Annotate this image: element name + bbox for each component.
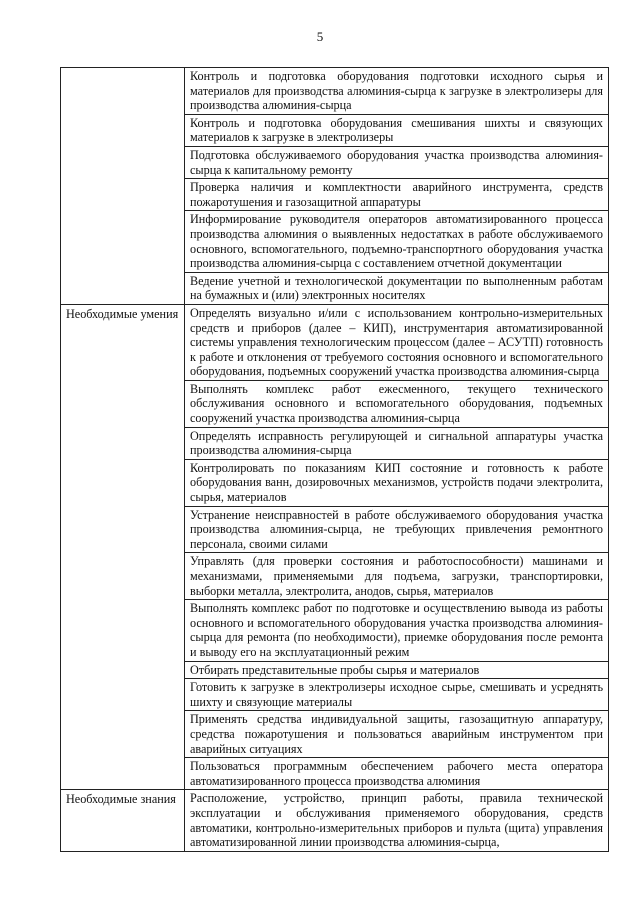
section-label-knowledge: Необходимые знания xyxy=(61,790,185,851)
table-cell: Контроль и подготовка оборудования подготовки исходного сырья и материалов для производства алюминия-сырца к загрузке в электролизеры для производства алюминия-сырца xyxy=(185,68,609,115)
table-cell: Выполнять комплекс работ ежесменного, текущего технического обслуживания основного и вспомогательного оборудования, подъемных сооружений участка производства алюминия-сырца xyxy=(185,380,609,427)
table-cell: Определять исправность регулирующей и сигнальной аппаратуры участка производства алюминия-сырца xyxy=(185,427,609,459)
table-cell: Применять средства индивидуальной защиты, газозащитную аппаратуру, средства пожаротушения и пользоваться аварийным инструментом при аварийных ситуациях xyxy=(185,711,609,758)
table-row xyxy=(61,68,609,115)
table-cell: Пользоваться программным обеспечением рабочего места оператора автоматизированного процесса производства алюминия xyxy=(185,758,609,790)
table-row xyxy=(61,304,609,380)
table-cell: Выполнять комплекс работ по подготовке и осуществлению вывода из работы основного и вспомогательного оборудования участка производства алюминия-сырца для ремонта (по необходимости), приемке оборудования после ремонта и выводу его на эксплуатационный режим xyxy=(185,600,609,661)
row-label xyxy=(61,68,185,305)
table-cell: Проверка наличия и комплектности аварийного инструмента, средств пожаротушения и газозащитной аппаратуры xyxy=(185,179,609,211)
table-cell: Подготовка обслуживаемого оборудования участка производства алюминия-сырца к капитальному ремонту xyxy=(185,146,609,178)
table-cell: Ведение учетной и технологической документации по выполненным работам на бумажных и (или) электронных носителях xyxy=(185,272,609,304)
table-cell: Определять визуально и/или с использованием контрольно-измерительных средств и приборов (далее – КИП), инструментария автоматизированной системы управления технологическим процессом (далее – АСУТП) готовность к работе и отклонения от требуемого состояния основного и вспомогательного оборудования, подъемных сооружений участка производства алюминия-сырца xyxy=(185,304,609,380)
table-cell: Устранение неисправностей в работе обслуживаемого оборудования участка производства алюминия-сырца, не требующих привлечения ремонтного персонала, своими силами xyxy=(185,506,609,553)
table-cell: Контролировать по показаниям КИП состояние и готовность к работе оборудования ванн, дозировочных механизмов, устройств подачи электролита, сырья, материалов xyxy=(185,459,609,506)
table-cell: Управлять (для проверки состояния и работоспособности) машинами и механизмами, применяемыми для подъема, загрузки, транспортировки, выборки металла, электролита, анодов, сырья, материалов xyxy=(185,553,609,600)
table-cell: Контроль и подготовка оборудования смешивания шихты и связующих материалов к загрузке в электролизеры xyxy=(185,114,609,146)
table-cell: Расположение, устройство, принцип работы, правила технической эксплуатации и обслуживания применяемого оборудования, средств автоматики, контрольно-измерительных приборов и пульта (щита) управления автоматизированной линии производства алюминия-сырца, xyxy=(185,790,609,851)
table-cell: Готовить к загрузке в электролизеры исходное сырье, смешивать и усреднять шихту и связующие материалы xyxy=(185,679,609,711)
page-number: 5 xyxy=(316,29,324,44)
table-cell: Отбирать представительные пробы сырья и материалов xyxy=(185,661,609,679)
table-row xyxy=(61,790,609,851)
section-label-skills: Необходимые умения xyxy=(61,304,185,789)
competency-table xyxy=(60,67,609,852)
table-cell: Информирование руководителя операторов автоматизированного процесса производства алюминия о выявленных недостатках в работе обслуживаемого основного, вспомогательного, подъемно-транспортного оборудования участка производства алюминия-сырца с составлением отчетной документации xyxy=(185,211,609,272)
